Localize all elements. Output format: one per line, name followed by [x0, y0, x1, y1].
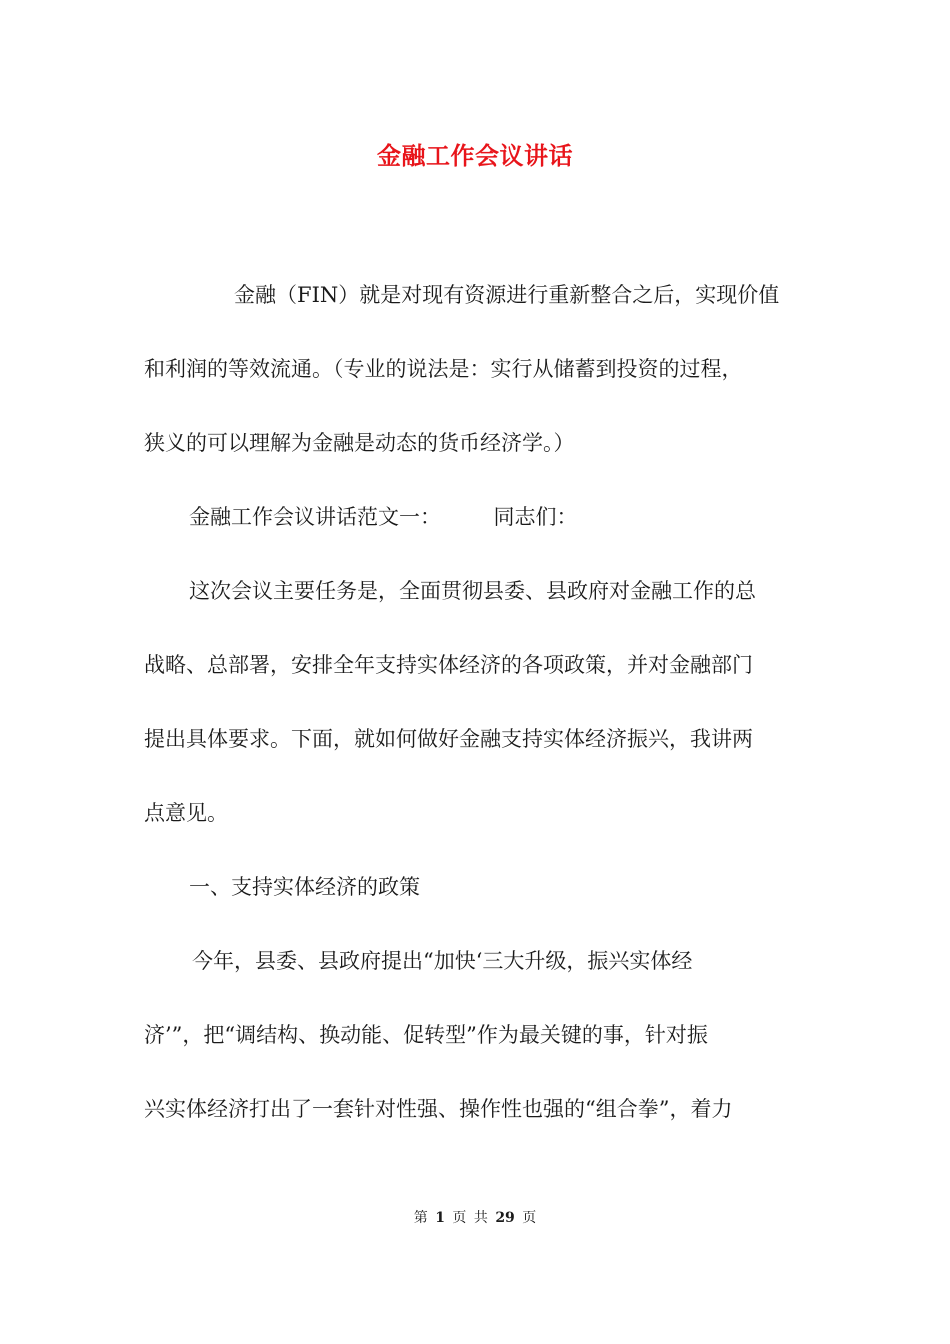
paragraph-line-4: 金融工作会议讲话范文一： 同志们：	[189, 505, 578, 529]
paragraph-line-3: 狭义的可以理解为金融是动态的货币经济学。）	[144, 431, 575, 455]
paragraph-line-7: 提出具体要求。下面，就如何做好金融支持实体经济振兴，我讲两	[144, 727, 753, 751]
document-body	[144, 258, 806, 1146]
paragraph-line-6: 战略、总部署，安排全年支持实体经济的各项政策，并对金融部门	[144, 653, 753, 677]
paragraph-line-2: 和利润的等效流通。（专业的说法是：实行从储蓄到投资的过程，	[144, 357, 743, 381]
paragraph-line-8: 点意见。	[144, 801, 228, 825]
section-heading-1: 一、支持实体经济的政策	[189, 875, 420, 899]
footer-current-page: 1	[435, 1210, 445, 1226]
footer-total-pages: 29	[495, 1210, 515, 1226]
page-footer	[0, 1207, 950, 1227]
paragraph-line-10: 济’”，把“调结构、换动能、促转型”作为最关键的事，针对振	[144, 1023, 708, 1047]
footer-suffix: 页	[522, 1210, 537, 1226]
paragraph-line-11: 兴实体经济打出了一套针对性强、操作性也强的“组合拳”，着力	[144, 1097, 733, 1121]
paragraph-line-1: 金融（FIN）就是对现有资源进行重新整合之后，实现价值	[234, 283, 780, 307]
document-title: 金融工作会议讲话	[377, 141, 573, 170]
paragraph-line-5: 这次会议主要任务是，全面贯彻县委、县政府对金融工作的总	[189, 579, 756, 603]
footer-prefix: 第	[413, 1210, 428, 1226]
paragraph-line-9: 今年，县委、县政府提出“加快‘三大升级，振兴实体经	[192, 949, 693, 973]
footer-middle: 页 共	[452, 1210, 488, 1226]
